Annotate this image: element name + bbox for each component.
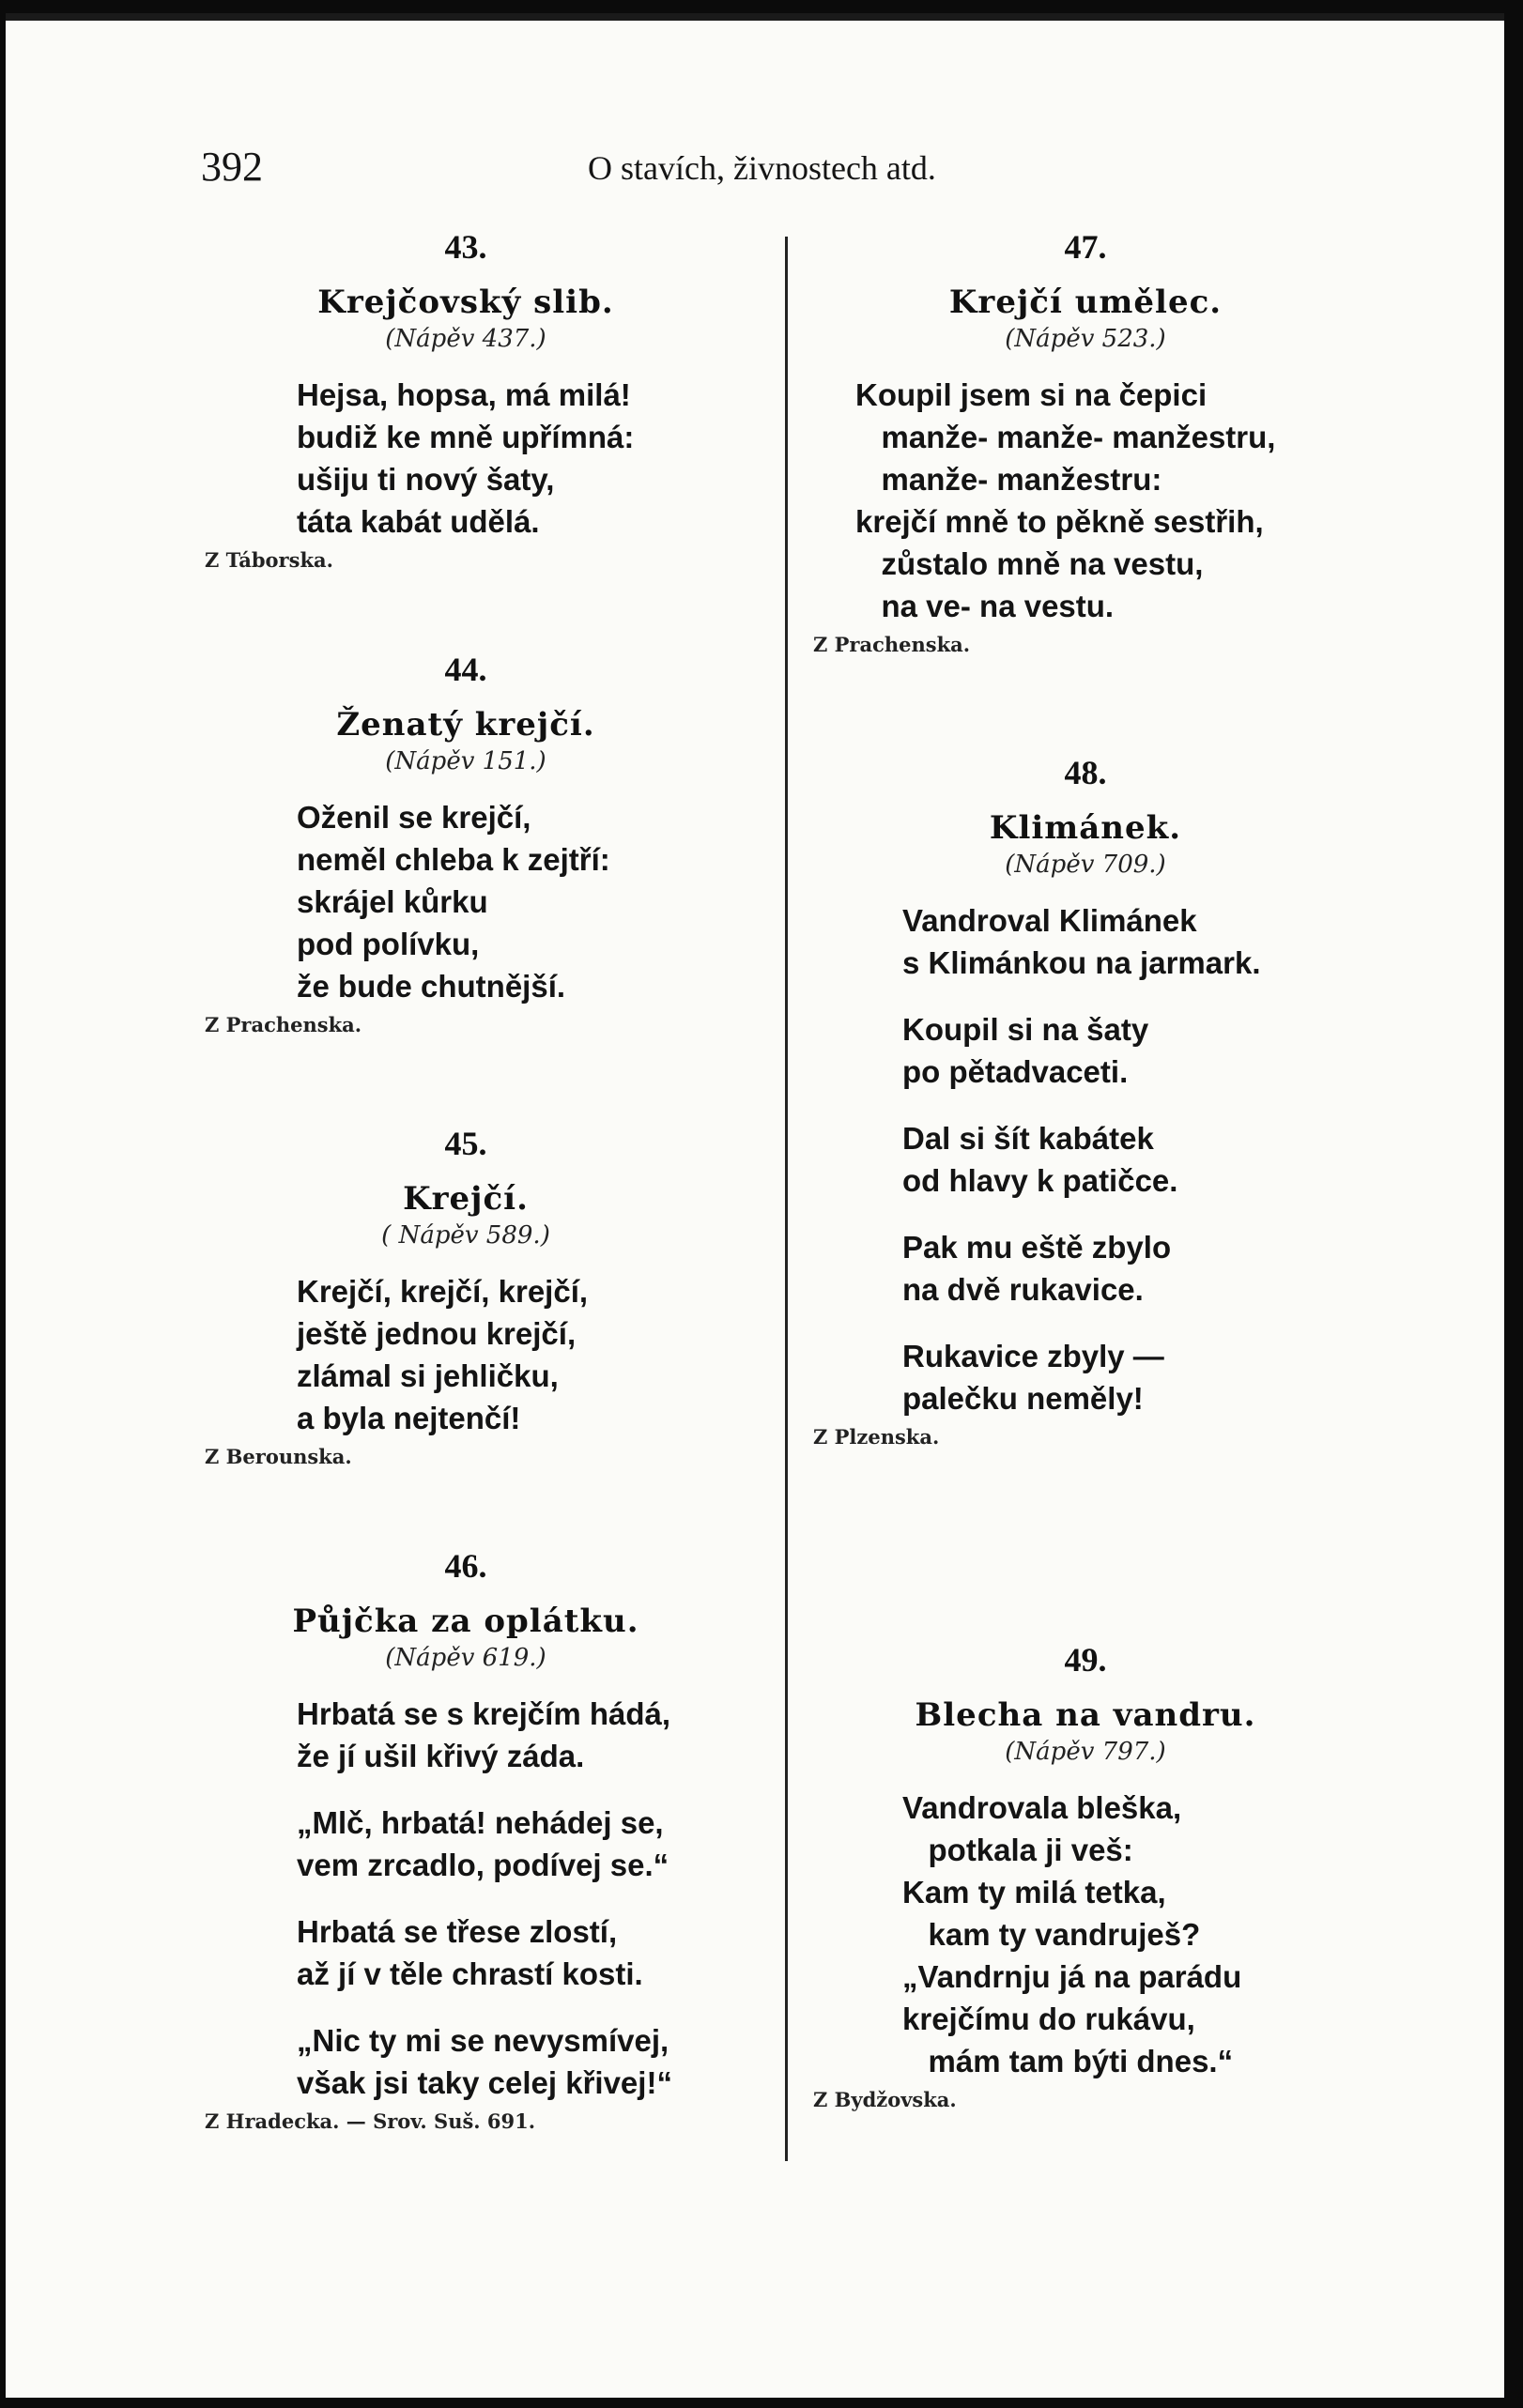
verse-line: kam ty vandruješ? [902, 1917, 1201, 1952]
verse-line: že jí ušil křivý záda. [297, 1739, 585, 1773]
song [175, 650, 757, 1036]
verse-line: Krejčí, krejčí, krejčí, [297, 1274, 589, 1309]
verse-line: budiž ke mně upřímná: [297, 420, 635, 454]
running-head: O stavích, živnostech atd. [588, 149, 936, 187]
verse-line: pod polívku, [297, 927, 480, 961]
tune-reference: (Nápěv 709.) [1005, 851, 1166, 879]
verse-line: od hlavy k patičce. [902, 1163, 1178, 1198]
verse-line: „Nic ty mi se nevysmívej, [297, 2023, 669, 2058]
origin-note: Z Táborska. [205, 548, 333, 572]
tune-reference: (Nápěv 797.) [1005, 1738, 1166, 1766]
verse [794, 1787, 1377, 2082]
verse-line: Rukavice zbyly — [902, 1339, 1164, 1373]
tune-reference: (Nápěv 523.) [1005, 325, 1166, 353]
verse-line: manže- manže- manžestru, [855, 420, 1276, 454]
tune-reference: ( Nápěv 589.) [381, 1221, 550, 1250]
song [175, 1124, 757, 1468]
verse-line: zlámal si jehličku, [297, 1358, 559, 1393]
stanza [297, 374, 757, 543]
song-number: 45. [444, 1125, 487, 1162]
verse-line: Kam ty milá tetka, [902, 1875, 1166, 1910]
origin-note: Z Plzenska. [813, 1425, 940, 1449]
stanza [902, 1117, 1377, 1202]
verse-line: Koupil jsem si na čepici [855, 377, 1208, 412]
origin-note: Z Berounska. [205, 1445, 352, 1468]
verse-line: ušiju ti nový šaty, [297, 462, 555, 497]
verse [175, 374, 757, 543]
song [794, 753, 1377, 1449]
verse-line: však jsi taky celej křivej!“ [297, 2065, 672, 2100]
verse-line: Vandroval Klimánek [902, 903, 1197, 938]
verse-line: „Vandrnju já na parádu [902, 1959, 1242, 1994]
verse-line: Dal si šít kabátek [902, 1121, 1154, 1156]
verse-line: že bude chutnější. [297, 969, 566, 1004]
song-number: 47. [1064, 228, 1107, 266]
verse-line: manže- manžestru: [855, 462, 1162, 497]
song-number: 44. [444, 651, 487, 688]
tune-reference: (Nápěv 619.) [385, 1644, 546, 1672]
stanza [902, 1226, 1377, 1311]
verse-line: „Mlč, hrbatá! nehádej se, [297, 1805, 664, 1840]
verse-line: až jí v těle chrastí kosti. [297, 1956, 643, 1991]
song [175, 1546, 757, 2133]
verse-line: skrájel kůrku [297, 884, 488, 919]
verse-line: krejčí mně to pěkně sestřih, [855, 504, 1264, 539]
verse-line: mám tam býti dnes.“ [902, 2044, 1234, 2078]
song-title: Ženatý krejčí. [336, 706, 595, 744]
song-number: 46. [444, 1547, 487, 1585]
song-title: Blecha na vandru. [915, 1696, 1256, 1734]
song-title: Krejčovský slib. [317, 284, 614, 321]
stanza [902, 1787, 1377, 2082]
song-title: Krejčí umělec. [948, 284, 1223, 321]
origin-note: Z Prachenska. [813, 633, 971, 656]
stanza [902, 1008, 1377, 1093]
book-page [6, 13, 1504, 2398]
verse-line: Vandrovala bleška, [902, 1790, 1182, 1825]
song-number: 49. [1064, 1641, 1107, 1679]
verse-line: a byla nejtenčí! [297, 1401, 521, 1435]
verse-line: s Klimánkou na jarmark. [902, 945, 1261, 980]
song [175, 227, 757, 572]
song-number: 43. [444, 228, 487, 266]
page-number: 392 [201, 144, 263, 190]
origin-note: Z Bydžovska. [813, 2088, 957, 2111]
verse-line: táta kabát udělá. [297, 504, 540, 539]
stanza [297, 1270, 757, 1439]
verse-line: zůstalo mně na vestu, [855, 546, 1204, 581]
verse [175, 796, 757, 1007]
stanza [902, 899, 1377, 984]
stanza [297, 796, 757, 1007]
verse-line: Hejsa, hopsa, má milá! [297, 377, 631, 412]
tune-reference: (Nápěv 151.) [385, 747, 546, 775]
song-title: Klimánek. [989, 809, 1182, 847]
verse-line: Pak mu eště zbylo [902, 1230, 1172, 1265]
column-divider [785, 237, 788, 2161]
page-edge [6, 13, 1504, 21]
stanza [297, 1693, 757, 1777]
verse-line: palečku neměly! [902, 1381, 1144, 1416]
song [794, 227, 1377, 656]
tune-reference: (Nápěv 437.) [385, 325, 546, 353]
verse-line: krejčímu do rukávu, [902, 2002, 1195, 2036]
origin-note: Z Hradecka. — Srov. Suš. 691. [205, 2109, 536, 2133]
stanza [297, 1802, 757, 1886]
stanza [297, 2019, 757, 2104]
song-title: Půjčka za oplátku. [292, 1603, 639, 1640]
stanza [902, 1335, 1377, 1419]
verse-line: vem zrcadlo, podívej se.“ [297, 1848, 669, 1882]
verse-line: neměl chleba k zejtří: [297, 842, 610, 877]
verse-line: na ve- na vestu. [855, 589, 1115, 623]
verse [794, 899, 1377, 1419]
verse-line: po pětadvaceti. [902, 1054, 1129, 1089]
verse [794, 374, 1377, 627]
stanza [297, 1910, 757, 1995]
verse-line: Koupil si na šaty [902, 1012, 1149, 1047]
verse-line: na dvě rukavice. [902, 1272, 1144, 1307]
verse [175, 1693, 757, 2104]
verse-line: Oženil se krejčí, [297, 800, 531, 835]
verse [175, 1270, 757, 1439]
verse-line: ještě jednou krejčí, [297, 1316, 577, 1351]
origin-note: Z Prachenska. [205, 1013, 362, 1036]
song-title: Krejčí. [403, 1180, 529, 1218]
page-header [6, 143, 1504, 199]
verse-line: Hrbatá se třese zlostí, [297, 1914, 618, 1949]
verse-line: potkala ji veš: [902, 1833, 1133, 1867]
stanza [855, 374, 1377, 627]
song [794, 1640, 1377, 2111]
song-number: 48. [1064, 754, 1107, 791]
verse-line: Hrbatá se s krejčím hádá, [297, 1696, 671, 1731]
